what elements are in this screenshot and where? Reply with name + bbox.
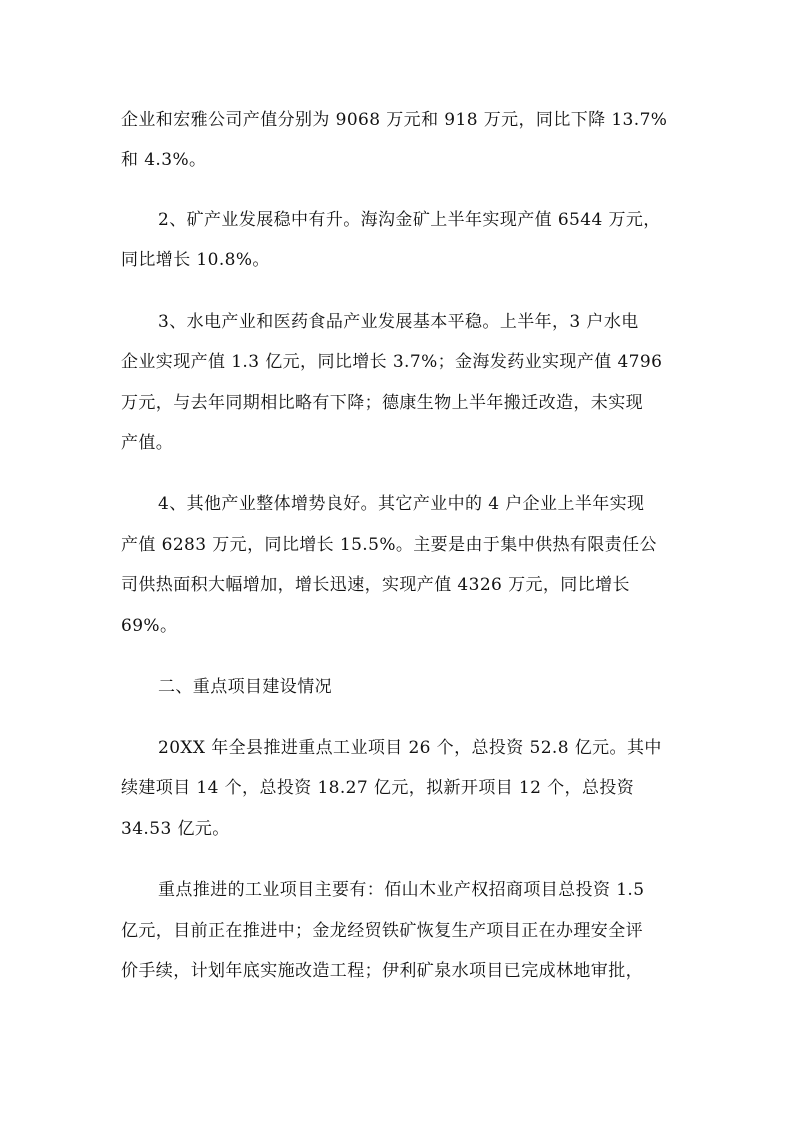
text-line: 和 4.3%。 <box>121 150 207 170</box>
text-line: 企业实现产值 1.3 亿元，同比增长 3.7%；金海发药业实现产值 4796 <box>121 352 663 372</box>
text-line: 产值。 <box>121 433 174 453</box>
text-line: 重点推进的工业项目主要有：佰山木业产权招商项目总投资 1.5 <box>158 880 645 900</box>
text-line: 万元，与去年同期相比略有下降；德康生物上半年搬迁改造，未实现 <box>121 393 643 413</box>
text-line: 司供热面积大幅增加，增长迅速，实现产值 4326 万元，同比增长 <box>121 575 630 595</box>
text-line: 亿元，目前正在推进中；金龙经贸铁矿恢复生产项目正在办理安全评 <box>121 921 643 941</box>
text-line: 69%。 <box>121 616 178 636</box>
section-heading: 二、重点项目建设情况 <box>158 677 332 697</box>
text-line: 34.53 亿元。 <box>121 819 230 839</box>
text-line: 同比增长 10.8%。 <box>121 250 270 270</box>
text-line: 价手续，计划年底实施改造工程；伊利矿泉水项目已完成林地审批， <box>121 961 643 981</box>
text-line: 企业和宏雅公司产值分别为 9068 万元和 918 万元，同比下降 13.7% <box>121 110 668 130</box>
text-line: 4、其他产业整体增势良好。其它产业中的 4 户企业上半年实现 <box>158 494 645 514</box>
text-line: 2、矿产业发展稳中有升。海沟金矿上半年实现产值 6544 万元， <box>158 210 661 230</box>
text-line: 续建项目 14 个，总投资 18.27 亿元，拟新开项目 12 个，总投资 <box>121 778 635 798</box>
text-line: 3、水电产业和医药食品产业发展基本平稳。上半年，3 户水电 <box>158 312 639 332</box>
text-line: 产值 6283 万元，同比增长 15.5%。主要是由于集中供热有限责任公 <box>121 535 657 555</box>
text-line: 20XX 年全县推进重点工业项目 26 个，总投资 52.8 亿元。其中 <box>158 738 662 758</box>
